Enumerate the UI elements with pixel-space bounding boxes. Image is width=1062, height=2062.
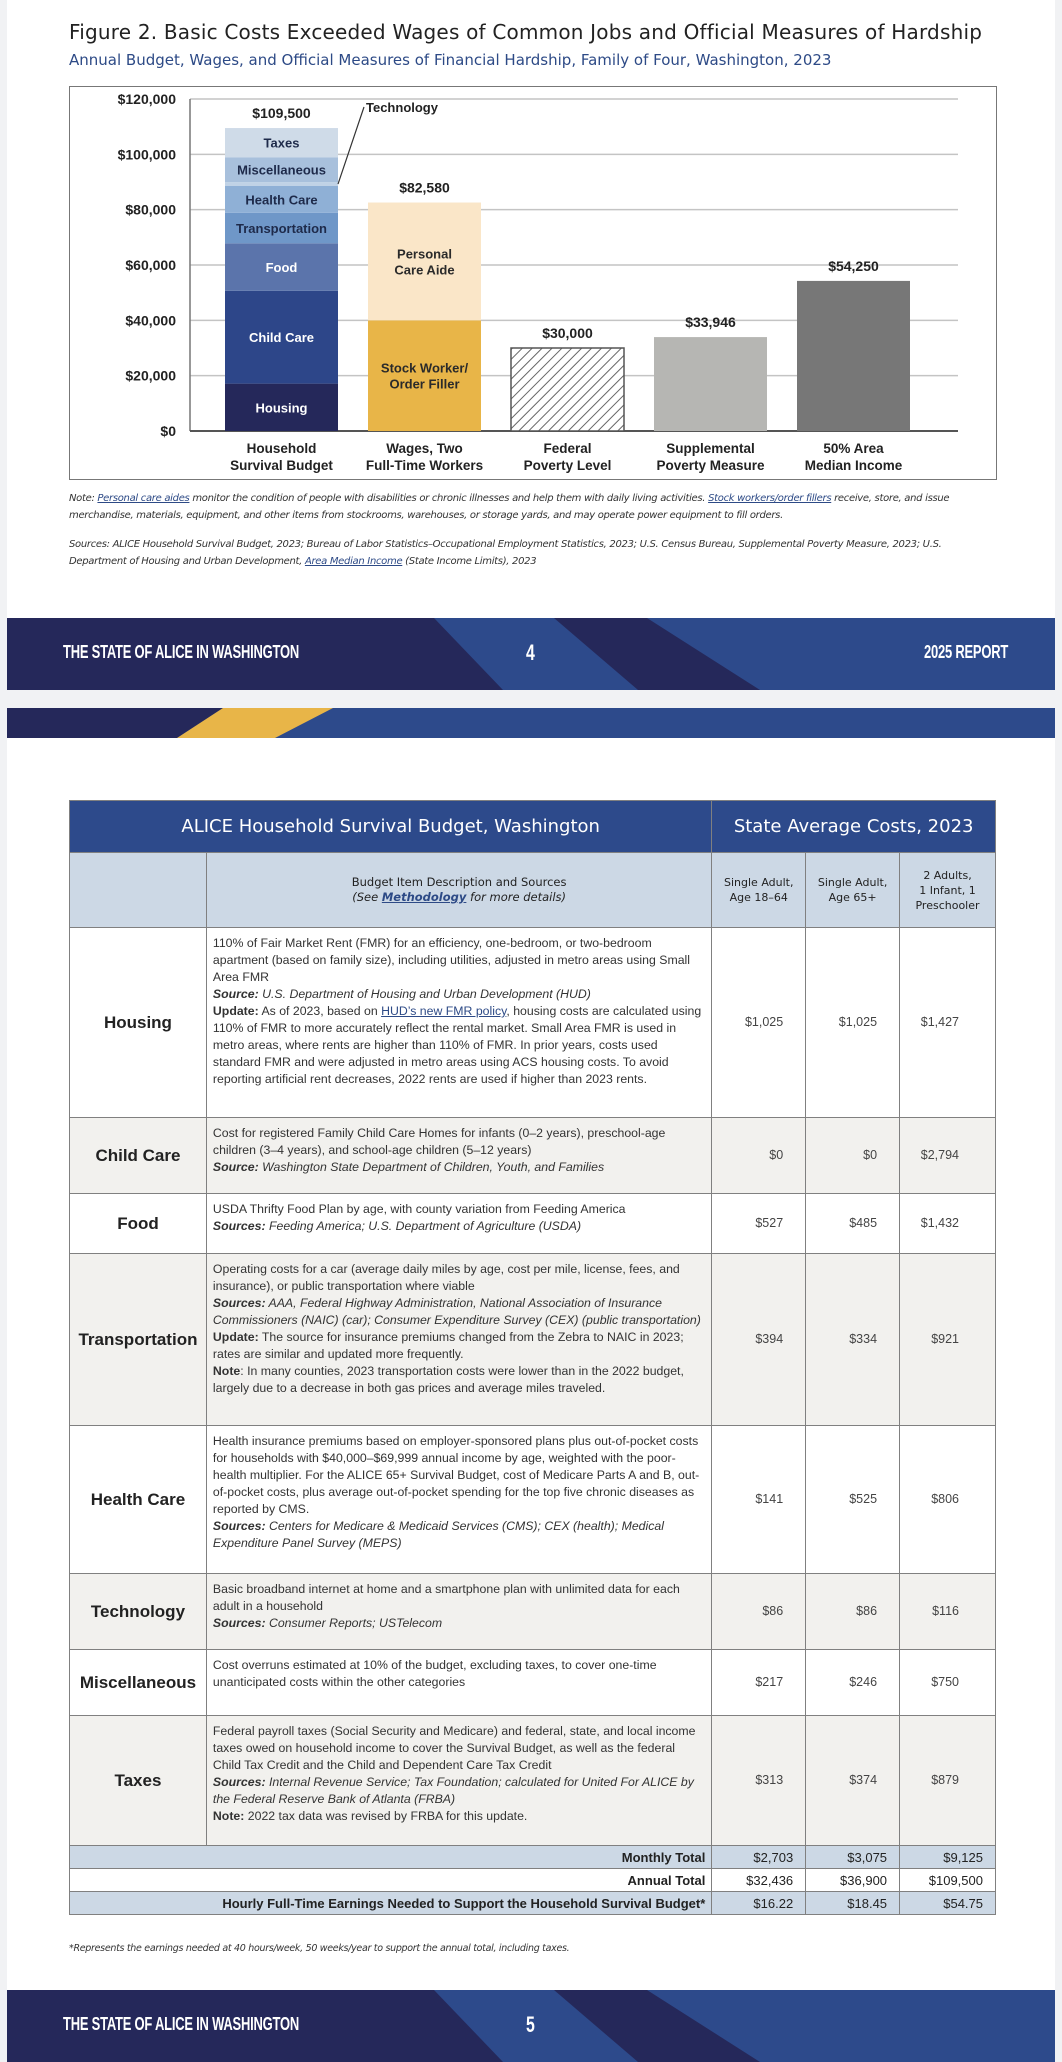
cost-single-adult-18-64: $86	[712, 1574, 806, 1650]
chart-canvas	[70, 87, 996, 479]
cost-single-adult-65: $86	[806, 1574, 900, 1650]
sources-text-2: (State Income Limits), 2023	[402, 556, 537, 567]
area-median-income-link[interactable]: Area Median Income	[304, 556, 403, 567]
source-text: Internal Revenue Service; Tax Foundation; calculated for United For ALICE by the Federal Reserve Bank of Atlanta (FRBA)	[212, 1775, 694, 1806]
chart-sources	[69, 536, 999, 570]
source-label: Sources:	[212, 1219, 266, 1233]
table-row	[70, 1426, 996, 1574]
bar-segment-technology	[225, 182, 338, 186]
see-text: (See	[352, 890, 382, 904]
table-row	[70, 928, 996, 1118]
page-number: 5	[526, 2012, 535, 2037]
figure-title: Figure 2. Basic Costs Exceeded Wages of Common Jobs and Official Measures of Hardship	[69, 20, 983, 44]
description-header	[206, 853, 711, 928]
budget-item-description	[206, 1254, 711, 1426]
annual-total-row	[70, 1869, 996, 1892]
cost-family-of-four: $116	[900, 1574, 996, 1650]
page-number: 4	[526, 640, 535, 665]
total-single-adult-18-64: $16.22	[712, 1892, 806, 1915]
monthly-total-row	[70, 1846, 996, 1869]
x-category-label: Survival Budget	[230, 458, 333, 473]
item-description: Basic broadband internet at home and a smartphone plan with unlimited data for each adult in a household	[212, 1582, 680, 1613]
cost-family-of-four: $879	[900, 1716, 996, 1846]
hud-fmr-policy-link[interactable]: HUD’s new FMR policy	[381, 1004, 507, 1018]
y-tick-label: $0	[160, 423, 176, 439]
update-text: , housing costs are calculated using 110% of FMR to more accurately reflect the rental market. Small Area FMR is used in metro areas, where rents are higher than 110% of FMR. In prior years, costs used standard FMR and were adjusted in metro areas using ACS housing costs. To avoid reporting artificial rent decreases, 2022 rents are used if higher than 2023 rents.	[212, 1004, 702, 1086]
segment-label: Care Aide	[394, 262, 455, 278]
budget-item-description	[206, 928, 711, 1118]
technology-leader-line	[338, 107, 364, 184]
cost-family-of-four: $1,432	[900, 1194, 996, 1254]
col-header-family-of-four: 2 Adults, 1 Infant, 1 Preschooler	[900, 853, 996, 928]
total-single-adult-65: $3,075	[806, 1846, 900, 1869]
budget-item-name: Food	[70, 1194, 207, 1254]
report-page-4	[7, 0, 1055, 665]
budget-item-name: Miscellaneous	[70, 1650, 207, 1716]
source-label: Sources:	[212, 1519, 266, 1533]
segment-label: Child Care	[248, 330, 315, 346]
hourly-earnings-row	[70, 1892, 996, 1915]
item-description: Federal payroll taxes (Social Security and Medicare) and federal, state, and local income taxes owed on household income to cover the Survival Budget, as well as the federal Child Tax Credit and the Child and Dependent Care Tax Credit	[212, 1724, 696, 1772]
page-footer	[7, 618, 1055, 690]
x-category-label: Household	[246, 441, 317, 456]
cost-single-adult-18-64: $141	[712, 1426, 806, 1574]
table-footnote: *Represents the earnings needed at 40 hours/week, 50 weeks/year to support the annual total, including taxes.	[69, 1943, 570, 1954]
header-decoration	[7, 708, 1055, 738]
update-label: Update:	[212, 1004, 259, 1018]
cost-family-of-four: $921	[900, 1254, 996, 1426]
y-tick-label: $40,000	[125, 312, 176, 329]
update-label: Update:	[212, 1330, 259, 1344]
table-row	[70, 1118, 996, 1194]
cost-single-adult-65: $374	[806, 1716, 900, 1846]
bar-total-label: $54,250	[828, 257, 879, 274]
budget-item-name: Housing	[70, 928, 207, 1118]
segment-label: Stock Worker/	[380, 360, 469, 376]
figure-subtitle: Annual Budget, Wages, and Official Measures of Financial Hardship, Family of Four, Washington, 2023	[69, 51, 832, 69]
source-text: Washington State Department of Children, Youth, and Families	[258, 1160, 605, 1174]
cost-single-adult-18-64: $0	[712, 1118, 806, 1194]
cost-single-adult-65: $525	[806, 1426, 900, 1574]
budget-item-description	[206, 1118, 711, 1194]
cost-single-adult-65: $246	[806, 1650, 900, 1716]
x-category-label: Poverty Level	[523, 458, 612, 473]
table-row	[70, 1716, 996, 1846]
footer-report-name: THE STATE OF ALICE IN WASHINGTON	[63, 642, 299, 662]
budget-item-name: Health Care	[70, 1426, 207, 1574]
source-label: Source:	[212, 987, 259, 1001]
total-single-adult-18-64: $32,436	[712, 1869, 806, 1892]
budget-item-description	[206, 1716, 711, 1846]
sources-text-1: Sources: ALICE Household Survival Budget, 2023; Bureau of Labor Statistics–Occupational Employment Statistics, 2023; U.S. Census Bureau, Supplemental Poverty Measure, 2023; U.S. Department of Housing and Urban Development,	[69, 539, 942, 567]
footer-report-name: THE STATE OF ALICE IN WASHINGTON	[63, 2014, 299, 2034]
total-single-adult-18-64: $2,703	[712, 1846, 806, 1869]
total-family-of-four: $109,500	[900, 1869, 996, 1892]
item-description: USDA Thrifty Food Plan by age, with county variation from Feeding America	[212, 1202, 626, 1216]
source-text: Feeding America; U.S. Department of Agriculture (USDA)	[265, 1219, 582, 1233]
table-costs-title: State Average Costs, 2023	[712, 801, 996, 853]
source-label: Sources:	[212, 1296, 266, 1310]
x-category-label: Wages, Two	[386, 441, 463, 456]
footer-report-year: 2025 REPORT	[924, 642, 1009, 662]
y-tick-label: $100,000	[117, 146, 176, 163]
stock-workers-link[interactable]: Stock workers/order fillers	[708, 493, 832, 504]
bar-total-label: $109,500	[252, 105, 311, 122]
budget-item-description	[206, 1650, 711, 1716]
total-single-adult-65: $36,900	[806, 1869, 900, 1892]
methodology-link[interactable]: Methodology	[381, 890, 467, 904]
cost-single-adult-18-64: $527	[712, 1194, 806, 1254]
total-label: Monthly Total	[70, 1846, 712, 1869]
budget-item-name: Transportation	[70, 1254, 207, 1426]
col-header-single-adult-18-64: Single Adult, Age 18–64	[712, 853, 806, 928]
bar	[654, 337, 767, 431]
segment-label: Miscellaneous	[237, 162, 326, 178]
update-text: As of 2023, based on	[258, 1004, 382, 1018]
survival-budget-table	[69, 800, 996, 1915]
update-text: The source for insurance premiums changed from the Zebra to NAIC in 2023; rates are similar and updated more frequently.	[212, 1330, 684, 1361]
bar-total-label: $33,946	[685, 314, 736, 331]
note-label: Note	[212, 1364, 241, 1378]
budget-item-name: Technology	[70, 1574, 207, 1650]
total-family-of-four: $54.75	[900, 1892, 996, 1915]
description-header-label: Budget Item Description and Sources	[351, 875, 567, 889]
note-text-1: monitor the condition of people with disabilities or chronic illnesses and help them with daily living activities.	[189, 493, 709, 504]
item-description: Cost for registered Family Child Care Homes for infants (0–2 years), preschool-age children (3–4 years), and school-age children (5–12 years)	[212, 1126, 666, 1157]
cost-single-adult-65: $334	[806, 1254, 900, 1426]
blank-header-cell	[70, 853, 207, 928]
y-tick-label: $120,000	[117, 91, 176, 107]
item-description: Cost overruns estimated at 10% of the budget, excluding taxes, to cover one-time unanticipated costs within the other categories	[212, 1658, 657, 1689]
bar	[797, 281, 910, 431]
table-row	[70, 1194, 996, 1254]
source-text: AAA, Federal Highway Administration, National Association of Insurance Commissioners (NAIC) (car); Consumer Expenditure Survey (CEX) (public transportation)	[212, 1296, 701, 1327]
bar	[511, 348, 624, 431]
x-category-label: 50% Area	[823, 441, 884, 456]
source-text: Consumer Reports; USTelecom	[265, 1616, 443, 1630]
cost-family-of-four: $806	[900, 1426, 996, 1574]
note-text: 2022 tax data was revised by FRBA for this update.	[244, 1809, 528, 1823]
total-label: Hourly Full-Time Earnings Needed to Support the Household Survival Budget*	[70, 1892, 712, 1915]
y-tick-label: $80,000	[125, 201, 176, 218]
segment-label: Order Filler	[389, 376, 460, 392]
note-text: : In many counties, 2023 transportation costs were lower than in the 2022 budget, largely due to a decrease in both gas prices and average miles traveled.	[212, 1364, 684, 1395]
cost-single-adult-18-64: $217	[712, 1650, 806, 1716]
report-page-5	[7, 708, 1055, 2037]
source-text: U.S. Department of Housing and Urban Development (HUD)	[258, 987, 591, 1001]
segment-label: Health Care	[245, 192, 318, 208]
technology-annotation: Technology	[366, 100, 438, 115]
x-category-label: Federal	[543, 441, 592, 456]
budget-item-description	[206, 1426, 711, 1574]
column-header-row	[70, 853, 996, 928]
segment-label: Housing	[255, 400, 308, 416]
segment-label: Personal	[397, 246, 452, 262]
cost-single-adult-18-64: $394	[712, 1254, 806, 1426]
budget-item-name: Child Care	[70, 1118, 207, 1194]
x-category-label: Supplemental	[666, 441, 755, 456]
segment-label: Food	[265, 260, 298, 276]
cost-family-of-four: $2,794	[900, 1118, 996, 1194]
table-row	[70, 1574, 996, 1650]
x-category-label: Median Income	[804, 458, 903, 473]
source-text: Centers for Medicare & Medicaid Services (CMS); CEX (health); Medical Expenditure Panel Survey (MEPS)	[212, 1519, 664, 1550]
total-single-adult-65: $18.45	[806, 1892, 900, 1915]
cost-family-of-four: $1,427	[900, 928, 996, 1118]
x-category-label: Poverty Measure	[656, 458, 765, 473]
total-label: Annual Total	[70, 1869, 712, 1892]
col-header-single-adult-65: Single Adult, Age 65+	[806, 853, 900, 928]
item-description: Operating costs for a car (average daily miles by age, cost per mile, license, fees, and insurance), or public transportation where viable	[212, 1262, 680, 1293]
cost-single-adult-65: $1,025	[806, 928, 900, 1118]
y-tick-label: $20,000	[125, 367, 176, 384]
table-row	[70, 1254, 996, 1426]
item-description: 110% of Fair Market Rent (FMR) for an efficiency, one-bedroom, or two-bedroom apartment (based on family size), including utilities, adjusted in metro areas using Small Area FMR	[212, 936, 690, 984]
segment-label: Taxes	[263, 135, 300, 151]
cost-family-of-four: $750	[900, 1650, 996, 1716]
page-footer-5	[7, 1990, 1055, 2062]
cost-single-adult-65: $0	[806, 1118, 900, 1194]
item-description: Health insurance premiums based on employer-sponsored plans plus out-of-pocket costs for households with $40,000–$69,999 annual income by age, weighted with the poor-health multiplier. For the ALICE 65+ Survival Budget, cost of Medicare Parts A and B, out-of-pocket costs, plus average out-of-pocket spending for the top five chronic diseases as reported by CMS.	[212, 1434, 700, 1516]
y-tick-label: $60,000	[125, 257, 176, 273]
budget-item-description	[206, 1194, 711, 1254]
cost-single-adult-18-64: $1,025	[712, 928, 806, 1118]
table-title-row	[70, 801, 996, 853]
x-category-label: Full-Time Workers	[365, 458, 484, 473]
personal-care-aides-link[interactable]: Personal care aides	[97, 493, 190, 504]
source-label: Sources:	[212, 1775, 266, 1789]
cost-single-adult-18-64: $313	[712, 1716, 806, 1846]
for-details-text: for more details)	[466, 890, 566, 904]
cost-single-adult-65: $485	[806, 1194, 900, 1254]
budget-item-description	[206, 1574, 711, 1650]
budget-item-name: Taxes	[70, 1716, 207, 1846]
chart-note	[69, 490, 999, 524]
bar-total-label: $30,000	[542, 325, 593, 341]
segment-label: Transportation	[235, 221, 328, 237]
table-title: ALICE Household Survival Budget, Washington	[70, 801, 712, 853]
bar-chart	[69, 86, 997, 480]
note-prefix: Note:	[69, 493, 98, 504]
bar-total-label: $82,580	[399, 179, 450, 196]
note-label: Note:	[212, 1809, 245, 1823]
total-family-of-four: $9,125	[900, 1846, 996, 1869]
note-text-2: receive, store, and issue merchandise, materials, equipment, and other items from stockrooms, warehouses, or storage yards, and may operate power equipment to fill orders.	[69, 493, 950, 521]
source-label: Sources:	[212, 1616, 266, 1630]
source-label: Source:	[212, 1160, 259, 1174]
table-row	[70, 1650, 996, 1716]
